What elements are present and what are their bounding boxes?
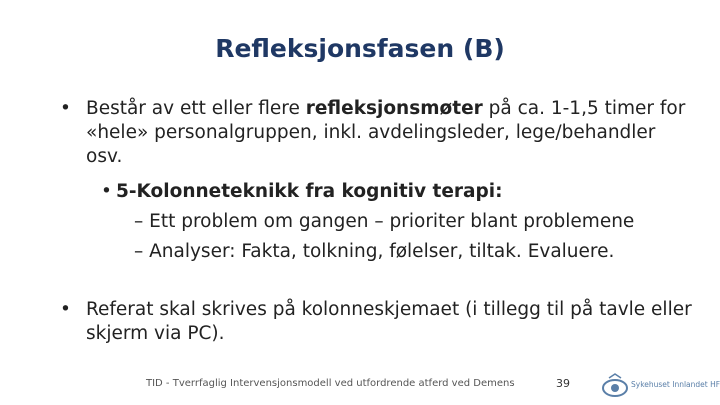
logo-emblem-icon [600, 372, 630, 400]
footer-text: TID - Tverrfaglig Intervensjonsmodell ved utfordrende atferd ved Demens [146, 378, 515, 389]
hospital-logo [600, 372, 720, 400]
logo-text: Sykehuset Innlandet HF [631, 380, 720, 389]
slide-title: Refleksjonsfasen (B) [215, 34, 505, 63]
bullet-1 [60, 97, 696, 169]
bullet-1-post: på ca. 1-1,5 timer for «hele» personalgruppen, inkl. avdelingsleder, lege/behandler osv. [86, 98, 686, 167]
bullet-1-pre: Består av ett eller flere [86, 98, 306, 119]
sub-bullet-dot: • [101, 181, 112, 202]
page-number: 39 [556, 377, 570, 390]
bullet-2 [60, 298, 696, 346]
sub-bullet [101, 178, 696, 205]
bullet-dot: • [60, 299, 71, 320]
sub-item-1: – Ett problem om gangen – prioriter blant problemene [134, 211, 635, 232]
bullet-1-bold: refleksjonsmøter [305, 98, 483, 119]
sub-item-2: – Analyser: Fakta, tolkning, følelser, tiltak. Evaluere. [134, 241, 615, 262]
sub-bullet-heading: 5-Kolonneteknikk fra kognitiv terapi: [116, 181, 503, 202]
bullet-dot: • [60, 98, 71, 119]
bullet-2-text: Referat skal skrives på kolonneskjemaet (i tillegg til på tavle eller skjerm via PC). [86, 299, 692, 344]
